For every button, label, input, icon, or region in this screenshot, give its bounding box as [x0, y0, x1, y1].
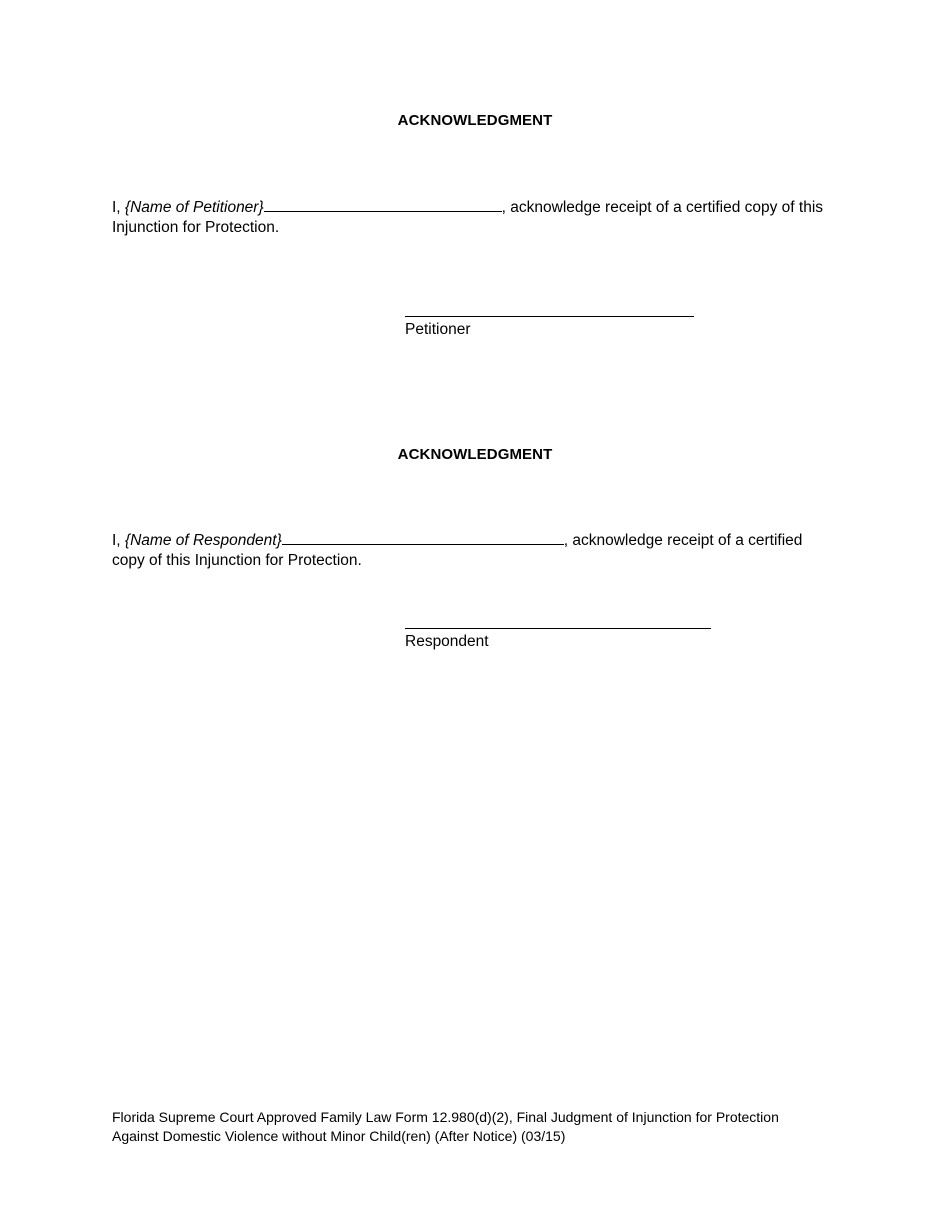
respondent-signature-line[interactable]: [405, 628, 711, 629]
petitioner-acknowledgment-paragraph: [112, 196, 842, 238]
petitioner-name-blank[interactable]: [264, 196, 502, 212]
footer-line-2: Against Domestic Violence without Minor Child(ren) (After Notice) (03/15): [112, 1128, 566, 1144]
acknowledgment-heading-petitioner: ACKNOWLEDGMENT: [397, 112, 553, 129]
respondent-suffix: , acknowledge receipt of a certified copy of this Injunction for Protection.: [112, 532, 803, 569]
respondent-acknowledgment-paragraph: [112, 529, 812, 571]
respondent-prefix: I,: [112, 532, 125, 549]
form-footer: [112, 1108, 832, 1146]
footer-line-1: Florida Supreme Court Approved Family Law Form 12.980(d)(2), Final Judgment of Injunction for Protection: [112, 1109, 779, 1125]
petitioner-suffix: , acknowledge receipt of a certified copy of this Injunction for Protection.: [112, 199, 824, 236]
petitioner-signature-label: Petitioner: [405, 321, 471, 338]
respondent-signature-label: Respondent: [405, 633, 489, 650]
acknowledgment-heading-respondent: ACKNOWLEDGMENT: [397, 446, 553, 463]
petitioner-signature-line[interactable]: [405, 316, 694, 317]
petitioner-name-placeholder: {Name of Petitioner}: [124, 199, 264, 216]
respondent-name-blank[interactable]: [282, 529, 564, 545]
respondent-name-placeholder: {Name of Respondent}: [124, 532, 282, 549]
petitioner-prefix: I,: [112, 199, 125, 216]
